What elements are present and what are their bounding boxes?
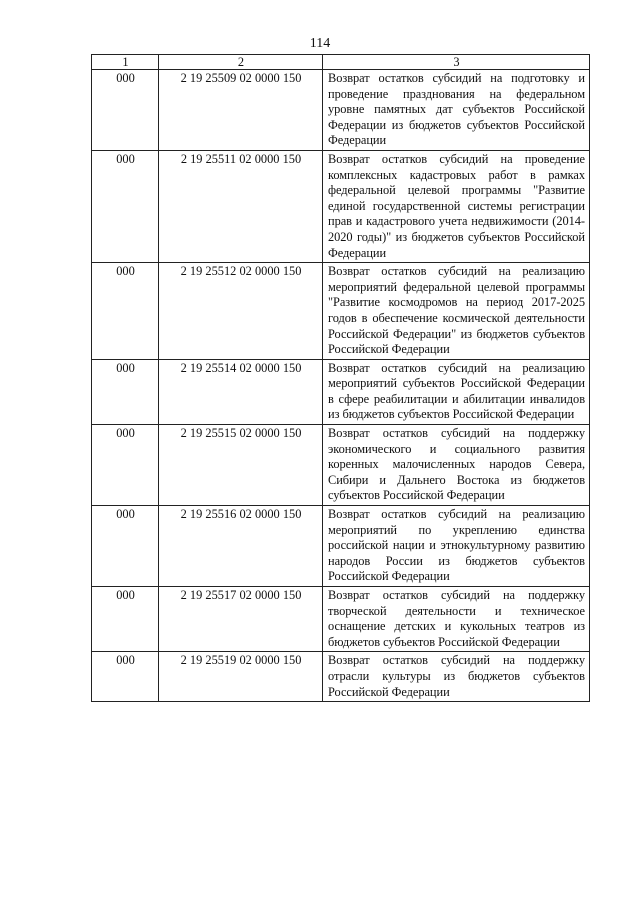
table-row <box>92 359 590 424</box>
admin-code-cell: 000 <box>92 263 159 360</box>
revenue-name-cell: Возврат остатков субсидий на поддержку экономического и социального развития коренных малочисленных народов Севера, Сибири и Дальнего Востока из бюджетов субъектов Российской Федерации <box>323 425 590 506</box>
revenue-name-cell: Возврат остатков субсидий на проведение комплексных кадастровых работ в рамках федеральной целевой программы "Развитие единой государственной системы регистрации прав и кадастрового учета недвижимости (2014-2020 годы)" из бюджетов субъектов Российской Федерации <box>323 150 590 262</box>
table-row <box>92 506 590 587</box>
classification-code-cell: 2 19 25519 02 0000 150 <box>159 652 323 702</box>
admin-code-cell: 000 <box>92 652 159 702</box>
table-row <box>92 652 590 702</box>
classification-code-cell: 2 19 25511 02 0000 150 <box>159 150 323 262</box>
table-row <box>92 425 590 506</box>
header-col-2: 2 <box>159 55 323 70</box>
page-number: 114 <box>309 36 331 51</box>
revenue-name-cell: Возврат остатков субсидий на реализацию мероприятий по укреплению единства российской нации и этнокультурному развитию народов России из бюджетов субъектов Российской Федерации <box>323 506 590 587</box>
table-header-row <box>92 55 590 70</box>
classification-code-cell: 2 19 25509 02 0000 150 <box>159 70 323 151</box>
classification-code-cell: 2 19 25517 02 0000 150 <box>159 587 323 652</box>
revenue-name-cell: Возврат остатков субсидий на реализацию мероприятий субъектов Российской Федерации в сфере реабилитации и абилитации инвалидов из бюджетов субъектов Российской Федерации <box>323 359 590 424</box>
classification-code-cell: 2 19 25516 02 0000 150 <box>159 506 323 587</box>
classification-code-cell: 2 19 25514 02 0000 150 <box>159 359 323 424</box>
admin-code-cell: 000 <box>92 587 159 652</box>
admin-code-cell: 000 <box>92 506 159 587</box>
revenue-name-cell: Возврат остатков субсидий на реализацию мероприятий федеральной целевой программы "Развитие космодромов на период 2017-2025 годов в обеспечение космической деятельности Российской Федерации" из бюджетов субъектов Российской Федерации <box>323 263 590 360</box>
header-col-3: 3 <box>323 55 590 70</box>
admin-code-cell: 000 <box>92 150 159 262</box>
header-col-1: 1 <box>92 55 159 70</box>
table-row <box>92 587 590 652</box>
revenue-name-cell: Возврат остатков субсидий на поддержку творческой деятельности и техническое оснащение детских и кукольных театров из бюджетов субъектов Российской Федерации <box>323 587 590 652</box>
classification-code-cell: 2 19 25512 02 0000 150 <box>159 263 323 360</box>
revenue-name-cell: Возврат остатков субсидий на подготовку и проведение празднования на федеральном уровне памятных дат субъектов Российской Федерации из бюджетов субъектов Российской Федерации <box>323 70 590 151</box>
admin-code-cell: 000 <box>92 70 159 151</box>
admin-code-cell: 000 <box>92 425 159 506</box>
classification-code-cell: 2 19 25515 02 0000 150 <box>159 425 323 506</box>
table-row <box>92 263 590 360</box>
table-row <box>92 70 590 151</box>
admin-code-cell: 000 <box>92 359 159 424</box>
table-row <box>92 150 590 262</box>
revenue-name-cell: Возврат остатков субсидий на поддержку отрасли культуры из бюджетов субъектов Российской Федерации <box>323 652 590 702</box>
budget-classification-table <box>91 54 590 702</box>
